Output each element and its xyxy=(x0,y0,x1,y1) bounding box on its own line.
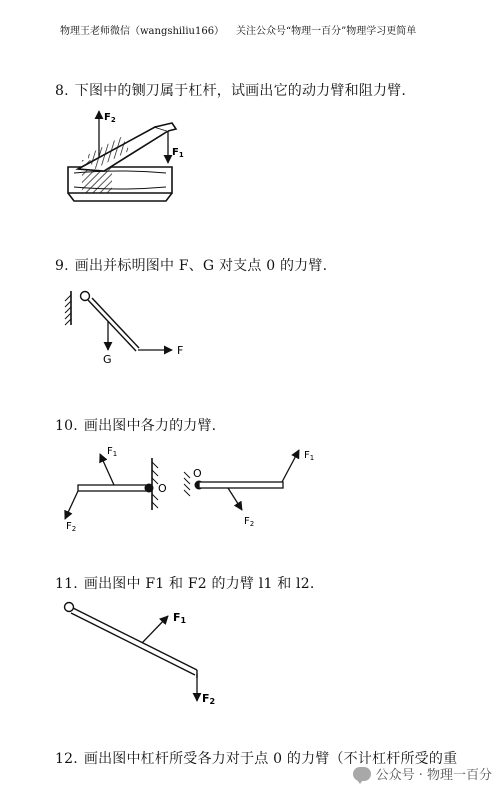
question-number: 10. xyxy=(55,418,78,434)
chat-bubble-icon xyxy=(353,767,371,781)
question-text: 画出图中 F1 和 F2 的力臂 l1 和 l2. xyxy=(83,576,315,592)
figure-rod-wall xyxy=(60,283,200,373)
label-f2-right: $F_2$ xyxy=(244,516,255,528)
question-number: 11. xyxy=(55,576,78,592)
question-text: 画出并标明图中 F、G 对支点 0 的力臂. xyxy=(74,258,328,274)
figure-guillotine xyxy=(60,105,190,205)
question-text: 画出图中各力的力臂. xyxy=(83,418,217,434)
question-8 xyxy=(55,80,406,100)
question-number: 9. xyxy=(55,258,69,274)
label-f1: F1 xyxy=(173,611,187,625)
watermark-text: 公众号 · 物理一百分 xyxy=(375,768,492,783)
label-o-left: O xyxy=(158,482,167,495)
question-number: 12. xyxy=(55,751,78,767)
question-number: 8. xyxy=(55,83,69,99)
header-left: 物理王老师微信（wangshiliu166） xyxy=(60,26,225,37)
figure-levers-pair xyxy=(58,440,328,535)
label-f2-left: $F_2$ xyxy=(66,521,77,533)
label-f1: $F_1$ xyxy=(172,147,184,159)
label-f1-left: $F_1$ xyxy=(107,446,118,458)
label-f2: F2 xyxy=(202,692,216,706)
label-f: F xyxy=(177,344,184,357)
label-f1-right: $F_1$ xyxy=(304,450,315,462)
question-text: 下图中的铡刀属于杠杆，试画出它的动力臂和阻力臂. xyxy=(74,83,407,99)
question-9 xyxy=(55,255,327,275)
label-f2: $F_2$ xyxy=(104,112,116,124)
label-g: G xyxy=(103,353,112,366)
question-10 xyxy=(55,415,216,435)
header-right: 关注公众号“物理一百分”物理学习更简单 xyxy=(236,26,417,37)
watermark xyxy=(353,764,492,783)
label-o xyxy=(80,291,81,292)
question-11 xyxy=(55,573,315,593)
question-text: 画出图中杠杆所受各力对于点 0 的力臂（不计杠杆所受的重 xyxy=(83,751,458,767)
label-o-right: O xyxy=(193,467,202,480)
figure-inclined-rod xyxy=(60,598,240,713)
